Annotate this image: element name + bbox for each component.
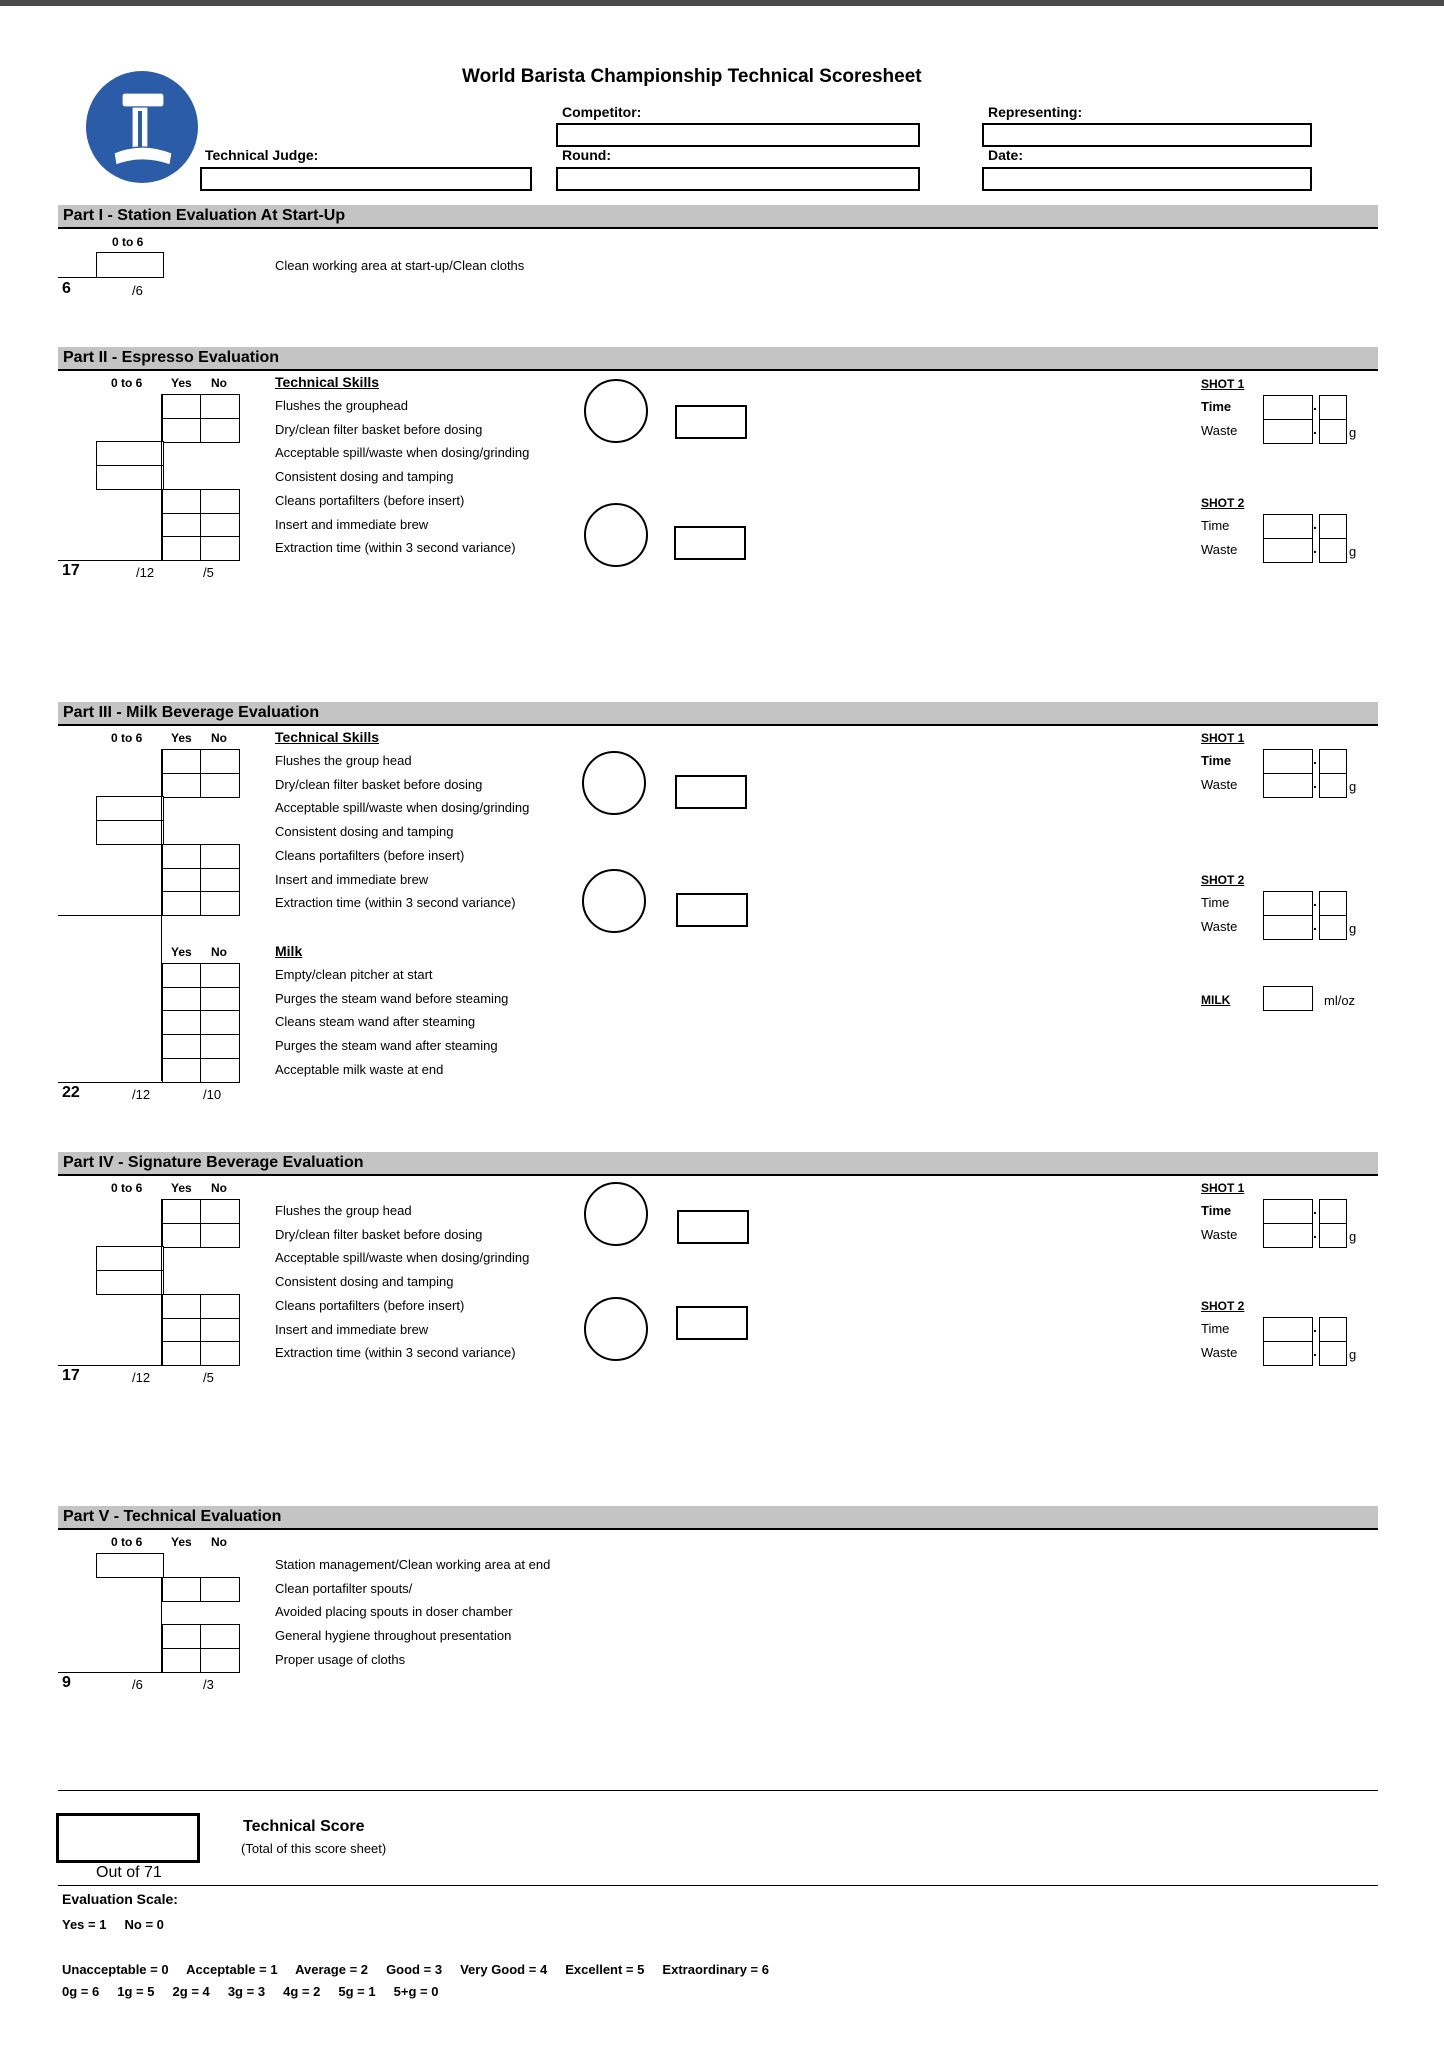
part4-row2-yes-cell[interactable] xyxy=(162,1223,202,1248)
part3-shot2-waste-whole-cell[interactable] xyxy=(1263,915,1313,940)
part4-total: 17 xyxy=(62,1366,80,1384)
part3-row5-no-cell[interactable] xyxy=(200,844,240,869)
part4-divider xyxy=(161,1199,162,1365)
eval-scale-yesno: Yes = 1 No = 0 xyxy=(62,1917,164,1932)
part2-shot1-title: SHOT 1 xyxy=(1201,377,1245,391)
part3-milk-item-1: Empty/clean pitcher at start xyxy=(275,967,433,982)
part2-shot1-waste-whole-cell[interactable] xyxy=(1263,419,1313,444)
part2-item-7: Extraction time (within 3 second variance) xyxy=(275,540,516,556)
part3-header xyxy=(58,702,1378,726)
part3-milk-row3-yes-cell[interactable] xyxy=(162,1010,202,1035)
part2-denominator-score: /12 xyxy=(136,564,155,580)
part3-shot2-box[interactable] xyxy=(676,893,748,927)
part4-row7-yes-cell[interactable] xyxy=(162,1341,202,1366)
part2-denominator-yesno: /5 xyxy=(203,564,214,580)
eval-scale-ratings: Unacceptable = 0 Acceptable = 1 Average = 2 Good = 3 Very Good = 4 Excellent = 5 Extraordinary = 6 xyxy=(62,1962,769,1977)
part2-shot1-time-label: Time xyxy=(1201,399,1232,414)
part2-item-1: Flushes the grouphead xyxy=(275,398,408,413)
part2-shot2-time-whole-cell[interactable] xyxy=(1263,514,1313,539)
part2-item-5: Cleans portafilters (before insert) xyxy=(275,492,465,508)
part2-shot2-waste-dot: . xyxy=(1313,540,1317,556)
technical-score-sub: (Total of this score sheet) xyxy=(241,1841,387,1856)
technical-score-box[interactable] xyxy=(56,1813,200,1863)
part2-col-no: No xyxy=(211,376,227,390)
part4-col-yes: Yes xyxy=(171,1181,192,1195)
part1-baseline xyxy=(58,277,164,278)
part3-milk-item-2: Purges the steam wand before steaming xyxy=(275,990,509,1006)
part3-baseline xyxy=(58,1082,162,1083)
part5-col-no: No xyxy=(211,1535,227,1549)
part3-item-1: Flushes the group head xyxy=(275,753,412,768)
part3-milk-item-5: Acceptable milk waste at end xyxy=(275,1061,444,1077)
part3-item-3: Acceptable spill/waste when dosing/grinding xyxy=(275,800,530,816)
competitor-field[interactable] xyxy=(556,123,920,147)
part4-shot2-title: SHOT 2 xyxy=(1201,1299,1245,1313)
part3-row2-yes-cell[interactable] xyxy=(162,773,202,798)
part3-shot2-waste-frac-cell[interactable] xyxy=(1319,915,1347,940)
part5-item-2: Clean portafilter spouts/ xyxy=(275,1580,413,1596)
part1-score-cell[interactable] xyxy=(96,252,164,278)
part3-row1-yes-cell[interactable] xyxy=(162,749,202,774)
part2-shot1-box[interactable] xyxy=(675,405,747,439)
part2-row1-yes-cell[interactable] xyxy=(162,394,202,419)
part4-shot1-waste-label: Waste xyxy=(1201,1227,1238,1242)
part3-milk-row2-yes-cell[interactable] xyxy=(162,987,202,1012)
part4-shot1-waste-frac-cell[interactable] xyxy=(1319,1223,1347,1248)
part4-shot2-time-whole-cell[interactable] xyxy=(1263,1317,1313,1342)
part2-shot1-waste-frac-cell[interactable] xyxy=(1319,419,1347,444)
part4-row4-score-cell[interactable] xyxy=(96,1270,164,1295)
part3-col-no: No xyxy=(211,731,227,745)
part3-milk-row3-no-cell[interactable] xyxy=(200,1010,240,1035)
part4-shot2-box[interactable] xyxy=(676,1306,748,1340)
part4-shot2-time-frac-cell[interactable] xyxy=(1319,1317,1347,1342)
part5-item-3: Avoided placing spouts in doser chamber xyxy=(275,1604,513,1620)
part2-row2-yes-cell[interactable] xyxy=(162,418,202,443)
part2-shot1-time-dot: . xyxy=(1313,397,1317,413)
part5-row2-no-cell[interactable] xyxy=(200,1577,240,1602)
part1-header xyxy=(58,205,1378,229)
part2-shot2-box[interactable] xyxy=(674,526,746,560)
part2-shot1-waste-label: Waste xyxy=(1201,423,1238,438)
part3-total: 22 xyxy=(62,1083,80,1101)
part5-divider xyxy=(161,1578,162,1672)
part2-row6-no-cell[interactable] xyxy=(200,513,240,538)
part4-shot2-waste-unit: g xyxy=(1349,1347,1357,1362)
part3-shot1-time-whole-cell[interactable] xyxy=(1263,749,1313,774)
wbc-logo xyxy=(86,71,198,183)
part4-denominator-yesno: /5 xyxy=(203,1369,214,1385)
part4-shot2-circle[interactable] xyxy=(584,1297,648,1361)
part3-row4-score-cell[interactable] xyxy=(96,820,164,845)
part5-denominator-yesno: /3 xyxy=(203,1676,214,1692)
part2-row3-score-cell[interactable] xyxy=(96,441,164,466)
part3-denominator-score: /12 xyxy=(132,1086,151,1102)
date-field[interactable] xyxy=(982,167,1312,191)
representing-label: Representing: xyxy=(988,104,1083,120)
part4-shot2-waste-label: Waste xyxy=(1201,1345,1238,1360)
part2-row7-no-cell[interactable] xyxy=(200,536,240,561)
score-top-rule xyxy=(58,1790,1378,1791)
part4-shot1-title: SHOT 1 xyxy=(1201,1181,1245,1195)
part3-shot2-time-frac-cell[interactable] xyxy=(1319,891,1347,916)
part3-shot1-time-frac-cell[interactable] xyxy=(1319,749,1347,774)
round-field[interactable] xyxy=(556,167,920,191)
part3-divider xyxy=(161,749,162,915)
part5-item-5: Proper usage of cloths xyxy=(275,1651,406,1667)
part3-shot1-waste-whole-cell[interactable] xyxy=(1263,773,1313,798)
part3-shot2-time-whole-cell[interactable] xyxy=(1263,891,1313,916)
part4-item-5: Cleans portafilters (before insert) xyxy=(275,1297,465,1313)
part3-milk-item-4: Purges the steam wand after steaming xyxy=(275,1038,498,1054)
competitor-label: Competitor: xyxy=(562,104,642,120)
part4-denominator-score: /12 xyxy=(132,1369,151,1385)
part3-row6-yes-cell[interactable] xyxy=(162,868,202,893)
part4-shot1-time-dot: . xyxy=(1313,1201,1317,1217)
round-label: Round: xyxy=(562,147,611,163)
part4-row1-no-cell[interactable] xyxy=(200,1199,240,1224)
part4-shot1-waste-whole-cell[interactable] xyxy=(1263,1223,1313,1248)
part3-milk-unit: ml/oz xyxy=(1324,993,1356,1008)
part3-row5-yes-cell[interactable] xyxy=(162,844,202,869)
part5-baseline xyxy=(58,1672,162,1673)
part3-denominator-yesno: /10 xyxy=(203,1086,222,1102)
part5-row5-no-cell[interactable] xyxy=(200,1648,240,1673)
part4-item-2: Dry/clean filter basket before dosing xyxy=(275,1226,483,1242)
part2-shot2-title: SHOT 2 xyxy=(1201,496,1245,510)
part4-row3-score-cell[interactable] xyxy=(96,1246,164,1271)
part4-row6-yes-cell[interactable] xyxy=(162,1318,202,1343)
part3-skills-heading: Technical Skills xyxy=(275,729,380,745)
part3-shot1-time-label: Time xyxy=(1201,753,1232,768)
part5-col-yes: Yes xyxy=(171,1535,192,1549)
part5-total: 9 xyxy=(62,1673,71,1691)
part1-item: Clean working area at start-up/Clean cloths xyxy=(275,258,525,273)
part3-title: Part III - Milk Beverage Evaluation xyxy=(63,704,320,721)
top-border xyxy=(0,0,1444,6)
part3-milk-row1-no-cell[interactable] xyxy=(200,963,240,988)
part3-row3-score-cell[interactable] xyxy=(96,796,164,821)
part2-row4-score-cell[interactable] xyxy=(96,465,164,490)
part2-skills-heading: Technical Skills xyxy=(275,374,380,390)
part3-baseline xyxy=(58,915,162,916)
part3-item-2: Dry/clean filter basket before dosing xyxy=(275,776,483,792)
representing-field[interactable] xyxy=(982,123,1312,147)
part3-col-yes: Yes xyxy=(171,731,192,745)
part3-shot1-waste-unit: g xyxy=(1349,779,1357,794)
part4-item-3: Acceptable spill/waste when dosing/grinding xyxy=(275,1250,530,1266)
part4-shot2-time-label: Time xyxy=(1201,1321,1230,1336)
part4-col-0to6: 0 to 6 xyxy=(111,1181,143,1195)
part2-shot2-waste-frac-cell[interactable] xyxy=(1319,538,1347,563)
part3-item-4: Consistent dosing and tamping xyxy=(275,824,454,840)
part2-shot1-time-whole-cell[interactable] xyxy=(1263,395,1313,420)
part3-shot1-waste-dot: . xyxy=(1313,775,1317,791)
part4-shot2-waste-whole-cell[interactable] xyxy=(1263,1341,1313,1366)
out-of-label: Out of 71 xyxy=(96,1864,162,1881)
part2-shot1-waste-dot: . xyxy=(1313,421,1317,437)
part4-title: Part IV - Signature Beverage Evaluation xyxy=(63,1154,364,1171)
part3-milk-row5-no-cell[interactable] xyxy=(200,1058,240,1083)
part2-baseline xyxy=(58,560,162,561)
technical-judge-label: Technical Judge: xyxy=(205,147,319,163)
part2-shot2-waste-whole-cell[interactable] xyxy=(1263,538,1313,563)
part4-item-4: Consistent dosing and tamping xyxy=(275,1274,454,1290)
part3-shot1-title: SHOT 1 xyxy=(1201,731,1245,745)
part2-item-2: Dry/clean filter basket before dosing xyxy=(275,421,483,437)
part2-title: Part II - Espresso Evaluation xyxy=(63,349,280,366)
part3-row6-no-cell[interactable] xyxy=(200,868,240,893)
part3-shot2-waste-unit: g xyxy=(1349,921,1357,936)
part3-row7-yes-cell[interactable] xyxy=(162,891,202,916)
part2-total: 17 xyxy=(62,561,80,579)
part3-row7-no-cell[interactable] xyxy=(200,891,240,916)
part4-header xyxy=(58,1152,1378,1176)
part3-milk-heading: Milk xyxy=(275,943,303,959)
part3-col-0to6: 0 to 6 xyxy=(111,731,143,745)
part4-row6-no-cell[interactable] xyxy=(200,1318,240,1343)
part3-milk-row2-no-cell[interactable] xyxy=(200,987,240,1012)
part4-shot2-waste-dot: . xyxy=(1313,1343,1317,1359)
part4-item-1: Flushes the group head xyxy=(275,1203,412,1218)
part3-shot2-time-dot: . xyxy=(1313,893,1317,909)
part3-milk-divider xyxy=(161,915,162,1082)
part3-milk-item-3: Cleans steam wand after steaming xyxy=(275,1014,476,1030)
eval-scale-title: Evaluation Scale: xyxy=(62,1891,178,1907)
part2-item-3: Acceptable spill/waste when dosing/grinding xyxy=(275,445,530,461)
part3-item-6: Insert and immediate brew xyxy=(275,871,429,887)
technical-judge-field[interactable] xyxy=(200,167,532,191)
part2-header xyxy=(58,347,1378,371)
part3-milk-row4-yes-cell[interactable] xyxy=(162,1034,202,1059)
part2-row1-no-cell[interactable] xyxy=(200,394,240,419)
part2-item-4: Consistent dosing and tamping xyxy=(275,469,454,485)
part3-milk-row1-yes-cell[interactable] xyxy=(162,963,202,988)
part2-item-6: Insert and immediate brew xyxy=(275,516,429,532)
part3-milk-col-no: No xyxy=(211,945,227,959)
part2-col-0to6: 0 to 6 xyxy=(111,376,143,390)
part3-shot1-circle[interactable] xyxy=(582,751,646,815)
part1-title: Part I - Station Evaluation At Start-Up xyxy=(63,207,346,224)
score-bottom-rule xyxy=(58,1885,1378,1886)
part2-row6-yes-cell[interactable] xyxy=(162,513,202,538)
part4-shot2-waste-frac-cell[interactable] xyxy=(1319,1341,1347,1366)
part4-shot1-circle[interactable] xyxy=(584,1182,648,1246)
part1-col-0to6: 0 to 6 xyxy=(112,235,144,249)
part2-col-yes: Yes xyxy=(171,376,192,390)
part4-baseline xyxy=(58,1365,162,1366)
part4-shot1-waste-dot: . xyxy=(1313,1225,1317,1241)
part5-row2-yes-cell[interactable] xyxy=(162,1577,202,1602)
part2-shot1-circle[interactable] xyxy=(584,379,648,443)
part4-item-7: Extraction time (within 3 second variance) xyxy=(275,1345,516,1361)
part3-milk-row5-yes-cell[interactable] xyxy=(162,1058,202,1083)
date-label: Date: xyxy=(988,147,1024,163)
part2-shot2-circle[interactable] xyxy=(584,503,648,567)
part4-row5-yes-cell[interactable] xyxy=(162,1294,202,1319)
eval-scale-waste: 0g = 6 1g = 5 2g = 4 3g = 3 4g = 2 5g = 1 5+g = 0 xyxy=(62,1984,439,1999)
part2-row7-yes-cell[interactable] xyxy=(162,536,202,561)
part3-shot2-waste-dot: . xyxy=(1313,917,1317,933)
part3-row1-no-cell[interactable] xyxy=(200,749,240,774)
part3-row2-no-cell[interactable] xyxy=(200,773,240,798)
part4-row7-no-cell[interactable] xyxy=(200,1341,240,1366)
part4-shot1-time-label: Time xyxy=(1201,1203,1232,1218)
page-title: World Barista Championship Technical Scoresheet xyxy=(462,66,922,87)
part3-shot1-box[interactable] xyxy=(675,775,747,809)
part4-shot2-time-dot: . xyxy=(1313,1319,1317,1335)
part5-title: Part V - Technical Evaluation xyxy=(63,1508,282,1525)
part2-shot2-time-dot: . xyxy=(1313,516,1317,532)
part4-shot1-time-frac-cell[interactable] xyxy=(1319,1199,1347,1224)
part2-shot2-waste-label: Waste xyxy=(1201,542,1238,557)
part3-shot2-waste-label: Waste xyxy=(1201,919,1238,934)
part2-row5-no-cell[interactable] xyxy=(200,489,240,514)
part5-col-0to6: 0 to 6 xyxy=(111,1535,143,1549)
part2-shot2-waste-unit: g xyxy=(1349,544,1357,559)
part4-row1-yes-cell[interactable] xyxy=(162,1199,202,1224)
part1-total: 6 xyxy=(62,280,71,297)
part3-shot2-time-label: Time xyxy=(1201,895,1230,910)
part4-item-6: Insert and immediate brew xyxy=(275,1321,429,1337)
part2-row2-no-cell[interactable] xyxy=(200,418,240,443)
part1-denominator: /6 xyxy=(132,283,143,298)
part5-row4-yes-cell[interactable] xyxy=(162,1624,202,1649)
part2-shot1-time-frac-cell[interactable] xyxy=(1319,395,1347,420)
part3-milk-col-yes: Yes xyxy=(171,945,192,959)
part5-row4-no-cell[interactable] xyxy=(200,1624,240,1649)
part5-row1-score-cell[interactable] xyxy=(96,1553,164,1578)
part3-item-7: Extraction time (within 3 second variance) xyxy=(275,895,516,911)
part5-row5-yes-cell[interactable] xyxy=(162,1648,202,1673)
part5-item-4: General hygiene throughout presentation xyxy=(275,1628,512,1644)
part4-shot1-time-whole-cell[interactable] xyxy=(1263,1199,1313,1224)
part3-shot1-time-dot: . xyxy=(1313,751,1317,767)
part5-item-1: Station management/Clean working area at end xyxy=(275,1557,551,1572)
part3-milk-label: MILK xyxy=(1201,993,1231,1007)
part3-milk-cell[interactable] xyxy=(1263,986,1313,1011)
technical-score-label: Technical Score xyxy=(243,1818,365,1835)
part5-denominator-score: /6 xyxy=(132,1676,143,1692)
part3-shot1-waste-label: Waste xyxy=(1201,777,1238,792)
part2-shot1-waste-unit: g xyxy=(1349,425,1357,440)
part3-shot1-waste-frac-cell[interactable] xyxy=(1319,773,1347,798)
part2-divider xyxy=(161,394,162,560)
part4-col-no: No xyxy=(211,1181,227,1195)
part3-item-5: Cleans portafilters (before insert) xyxy=(275,847,465,863)
part4-row2-no-cell[interactable] xyxy=(200,1223,240,1248)
part3-shot2-circle[interactable] xyxy=(582,869,646,933)
part4-shot1-box[interactable] xyxy=(677,1210,749,1244)
part2-shot2-time-label: Time xyxy=(1201,518,1230,533)
part3-shot2-title: SHOT 2 xyxy=(1201,873,1245,887)
part4-shot1-waste-unit: g xyxy=(1349,1229,1357,1244)
part5-header xyxy=(58,1506,1378,1530)
part3-milk-row4-no-cell[interactable] xyxy=(200,1034,240,1059)
part4-row5-no-cell[interactable] xyxy=(200,1294,240,1319)
part2-row5-yes-cell[interactable] xyxy=(162,489,202,514)
part2-shot2-time-frac-cell[interactable] xyxy=(1319,514,1347,539)
